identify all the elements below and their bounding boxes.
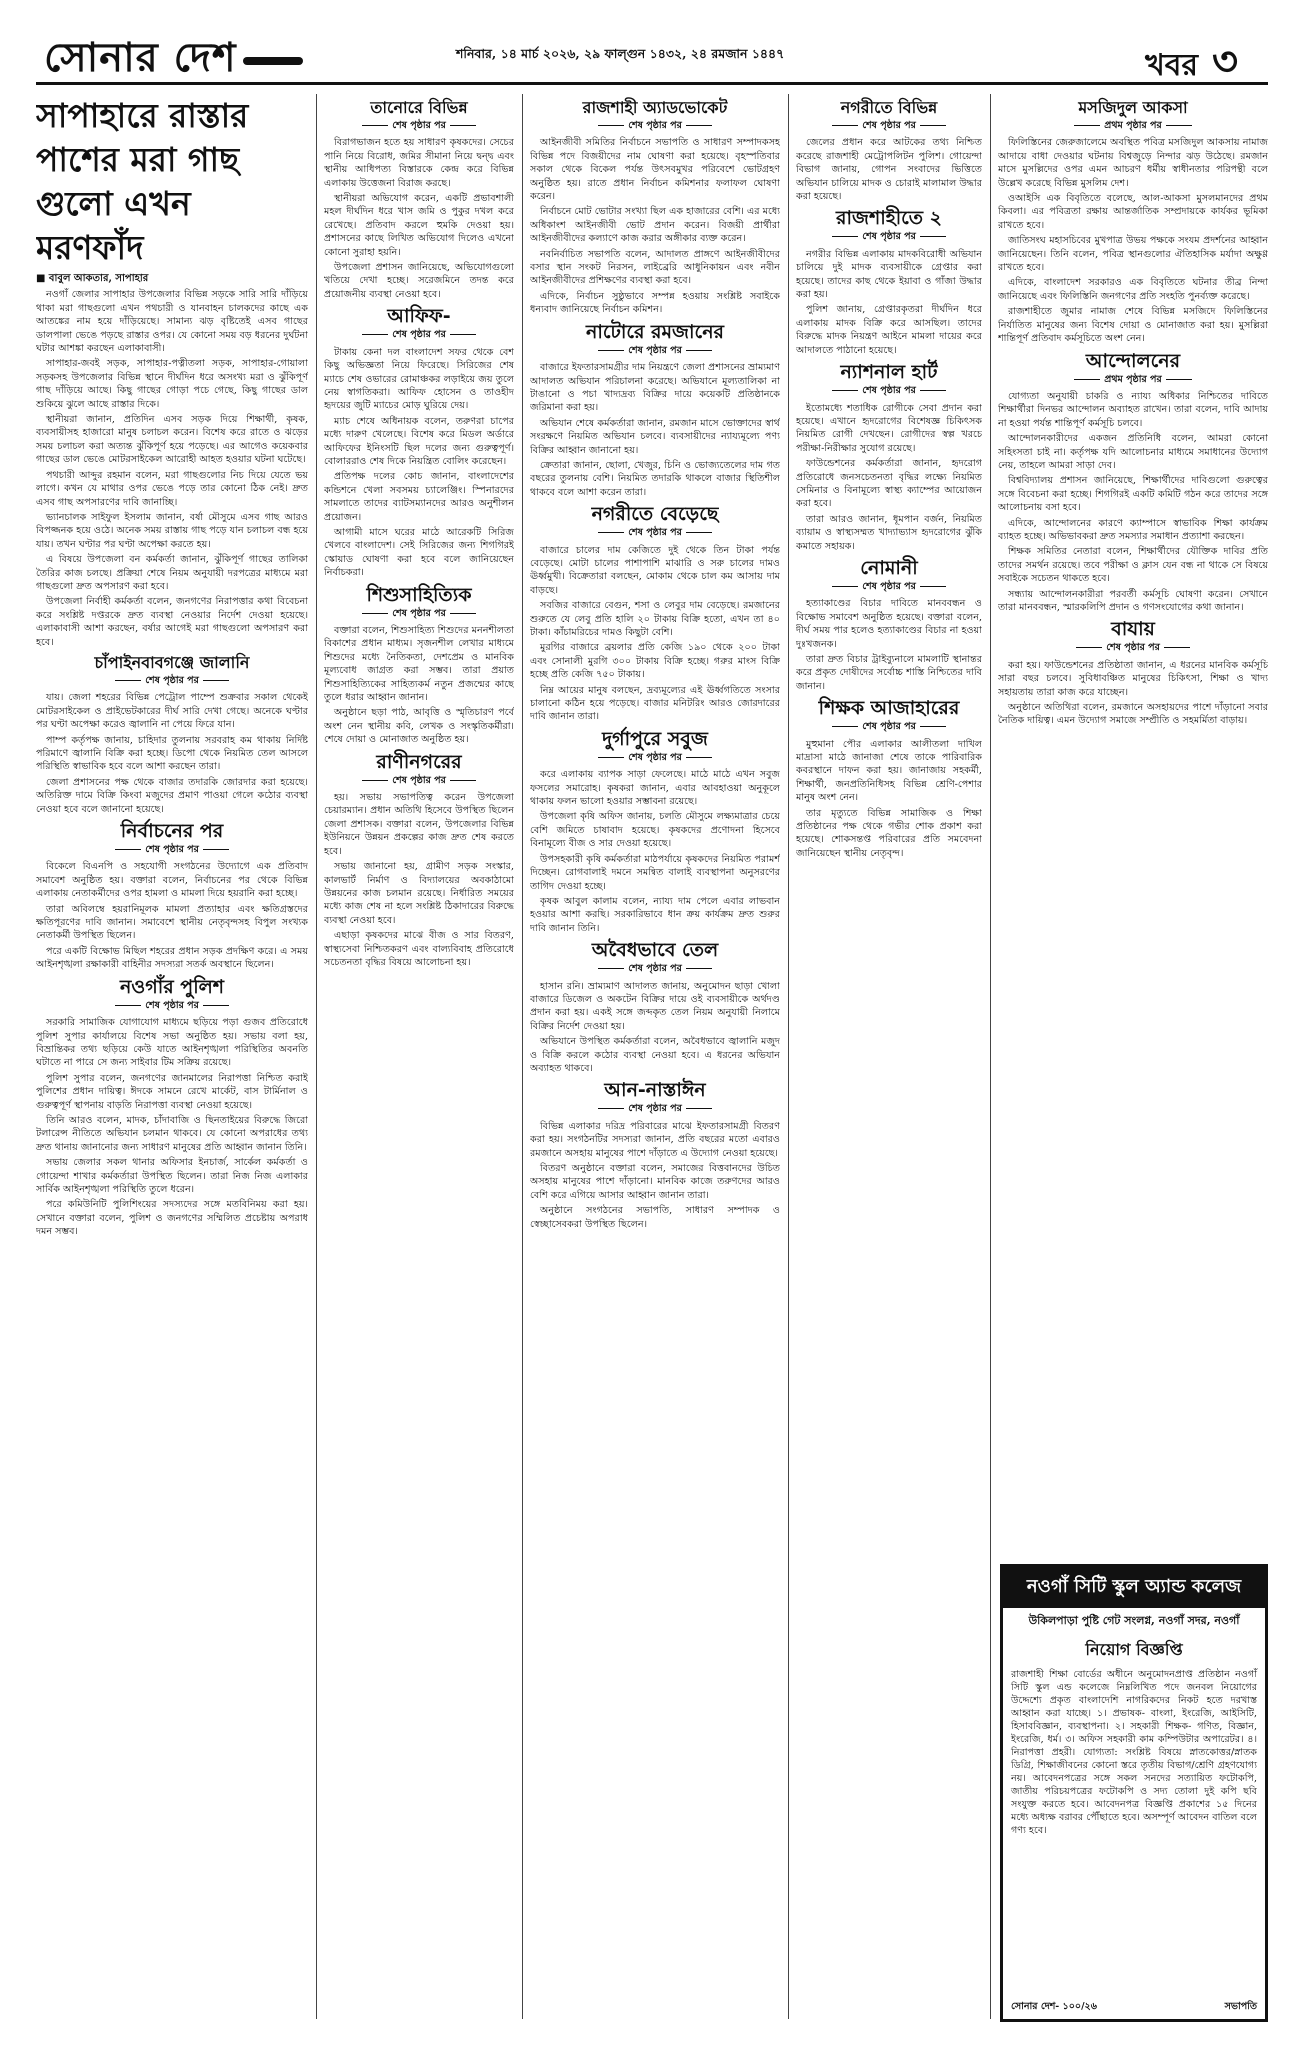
paragraph: ইতোমধ্যে শতাধিক রোগীকে সেবা প্রদান করা হয়েছে। এখানে হৃদরোগের বিশেষজ্ঞ চিকিৎসক নিয়মিত রোগী দেখছেন। রোগীদের স্বল্প খরচে পরীক্ষা-নিরীক্ষার সুযোগ রয়েছে।	[796, 402, 982, 454]
paragraph: তারা অবিলম্বে হয়রানিমূলক মামলা প্রত্যাহার এবং ক্ষতিগ্রস্তদের ক্ষতিপূরণের দাবি জানান। সমাবেশে স্থানীয় নেতৃবৃন্দসহ বিপুল সংখ্যক নেতাকর্মী উপস্থিত ছিলেন।	[36, 903, 308, 942]
paragraph: পাম্প কর্তৃপক্ষ জানায়, চাহিদার তুলনায় সরবরাহ কম থাকায় নির্দিষ্ট পরিমাণে জ্বালানি বিক্রি করা হচ্ছে। ডিপো থেকে নিয়মিত তেল আসলে পরিস্থিতি স্বাভাবিক হবে বলে আশা করছেন তারা।	[36, 734, 308, 773]
chapai-headline: চাঁপাইনবাবগঞ্জে জালানি	[94, 652, 250, 672]
paragraph: নগরীর বিভিন্ন এলাকায় মাদকবিরোধী অভিযান চালিয়ে দুই মাদক ব্যবসায়ীকে গ্রেপ্তার করা হয়েছে। তাদের কাছ থেকে ইয়াবা ও গাঁজা উদ্ধার করা হয়।	[796, 248, 982, 301]
paragraph: উপসহকারী কৃষি কর্মকর্তারা মাঠপর্যায়ে কৃষকদের নিয়মিত পরামর্শ দিচ্ছেন। রোগবালাই দমনে সমন্বিত বালাই ব্যবস্থাপনা অনুসরণের তাগিদ দেওয়া হচ্ছে।	[530, 853, 780, 892]
paragraph: বিভিন্ন এলাকার দরিদ্র পরিবারের মাঝে ইফতারসামগ্রী বিতরণ করা হয়। সংগঠনটির সদস্যরা জানান, প্রতি বছরের মতো এবারও রমজানে অসহায় মানুষের পাশে দাঁড়াতে এ উদ্যোগ নেওয়া হয়েছে।	[530, 1120, 780, 1159]
bayay-headline: বাযায়	[1111, 618, 1155, 641]
paragraph: সন্ধ্যায় আন্দোলনকারীরা পরবর্তী কর্মসূচি ঘোষণা করেন। সেখানে তারা মানববন্ধন, স্মারকলিপি প্রদান ও গণসংযোগের কথা জানান।	[998, 588, 1268, 613]
column-1	[36, 94, 308, 2019]
lead-headline: সাপাহারে রাস্তার পাশের মরা গাছ গুলো এখন মরণফাঁদ	[36, 96, 249, 267]
nomani-body	[796, 597, 982, 693]
paragraph: জাতিসংঘ মহাসচিবের মুখপাত্র উভয় পক্ষকে সংযম প্রদর্শনের আহ্বান জানিয়েছেন। তিনি বলেন, পবিত্র স্থানগুলোর ঐতিহাসিক মর্যাদা অক্ষুণ্ণ রাখতে হবে।	[998, 235, 1268, 274]
paragraph: কৃষক আবুল কালাম বলেন, ন্যায্য দাম পেলে এবার লাভবান হওয়ার আশা করছি। সরকারিভাবে ধান ক্রয় কার্যক্রম দ্রুত শুরুর দাবি জানান তিনি।	[530, 895, 780, 934]
paragraph: করা হয়। ফাউন্ডেশনের প্রতিষ্ঠাতা জানান, এ ধরনের মানবিক কর্মসূচি সারা বছর চলবে। সুবিধাবঞ্চিত মানুষের চিকিৎসা, শিক্ষা ও খাদ্য সহায়তায় তারা কাজ করে যাচ্ছেন।	[998, 659, 1268, 698]
heart-headline: ন্যাশনাল হার্ট	[840, 361, 938, 384]
paragraph: উপজেলা নির্বাহী কর্মকর্তা বলেন, জনগণের নিরাপত্তার কথা বিবেচনা করে সংশ্লিষ্ট দপ্তরকে দ্রুত ব্যবস্থা নেওয়ার নির্দেশ দেওয়া হয়েছে। এলাকাবাসী আশা করছেন, বর্ষার আগেই মরা গাছগুলো অপসারণ করা হবে।	[36, 596, 308, 648]
paragraph: ফাউন্ডেশনের কর্মকর্তারা জানান, হৃদরোগ প্রতিরোধে জনসচেতনতা বৃদ্ধির লক্ষ্যে নিয়মিত সেমিনার ও বিনামূল্যে স্বাস্থ্য ক্যাম্পের আয়োজন করা হবে।	[796, 458, 982, 510]
paragraph: তার মৃত্যুতে বিভিন্ন সামাজিক ও শিক্ষা প্রতিষ্ঠানের পক্ষ থেকে গভীর শোক প্রকাশ করা হয়েছে। শোকসন্তপ্ত পরিবারের প্রতি সমবেদনা জানিয়েছেন স্থানীয় নেতৃবৃন্দ।	[796, 807, 982, 859]
rajshahi2-continued: শেষ পৃষ্ঠার পর	[796, 230, 982, 243]
tanore-body	[324, 136, 514, 301]
paragraph: হত্যাকাণ্ডের বিচার দাবিতে মানববন্ধন ও বিক্ষোভ সমাবেশ অনুষ্ঠিত হয়েছে। বক্তারা বলেন, দীর্ঘ সময় পার হলেও হত্যাকাণ্ডের বিচার না হওয়া দুঃখজনক।	[796, 598, 982, 650]
paragraph: সরকারি সামাজিক যোগাযোগ মাধ্যমে ছড়িয়ে পড়া গুজব প্রতিরোধে পুলিশ সুপার কার্যালয়ে বিশেষ সভা অনুষ্ঠিত হয়। সভায় বলা হয়, বিভ্রান্তিকর তথ্য ছড়িয়ে কেউ যাতে আইনশৃঙ্খলা পরিস্থিতির অবনতি ঘটাতে না পারে সে জন্য সাইবার টিম সক্রিয় রয়েছে।	[36, 1017, 308, 1069]
paragraph: করে এলাকায় ব্যাপক সাড়া ফেলেছে। মাঠে মাঠে এখন সবুজ ফসলের সমারোহ। কৃষকরা জানান, এবার আবহাওয়া অনুকূলে থাকায় ফলন ভালো হওয়ার সম্ভাবনা রয়েছে।	[530, 769, 780, 808]
masjid-headline: মসজিদুল আকসা	[1078, 98, 1188, 117]
raninagar-body	[324, 791, 514, 969]
paragraph: পুলিশ জানায়, গ্রেপ্তারকৃতরা দীর্ঘদিন ধরে এলাকায় মাদক বিক্রি করে আসছিল। তাদের বিরুদ্ধে মাদক নিয়ন্ত্রণ আইনে মামলা দায়ের করে আদালতে পাঠানো হয়েছে।	[796, 304, 982, 356]
column-rule	[990, 94, 991, 2019]
paragraph: অভিযান শেষে কর্মকর্তারা জানান, রমজান মাসে ভোক্তাদের স্বার্থ সংরক্ষণে নিয়মিত অভিযান চলবে। ব্যবসায়ীদের ন্যায্যমূল্যে পণ্য বিক্রির আহ্বান জানানো হয়।	[530, 417, 780, 456]
police-body	[36, 1016, 308, 1239]
paragraph: অনুষ্ঠানে অতিথিরা বলেন, রমজানে অসহায়দের পাশে দাঁড়ানো সবার নৈতিক দায়িত্ব। এমন উদ্যোগ সমাজে সম্প্রীতি ও সহমর্মিতা বাড়ায়।	[998, 702, 1268, 727]
recruitment-ad	[1000, 1564, 1268, 2022]
annastain-headline: আন-নাস্তাঈন	[604, 1079, 706, 1102]
column-2	[324, 94, 514, 2019]
masthead-logo: সোনার দেশ	[44, 26, 303, 93]
election-continued: শেষ পৃষ্ঠার পর	[36, 843, 308, 856]
column-3	[530, 94, 780, 2019]
paragraph: প্রতিপক্ষ দলের কোচ জানান, বাংলাদেশের কন্ডিশনে খেলা সবসময় চ্যালেঞ্জিং। স্পিনারদের সামলাতে তাদের ব্যাটসম্যানদের আরও অনুশীলন প্রয়োজন।	[324, 471, 514, 523]
paragraph: এ বিষয়ে উপজেলা বন কর্মকর্তা জানান, ঝুঁকিপূর্ণ গাছের তালিকা তৈরির কাজ চলছে। প্রক্রিয়া শেষে নিয়ম অনুযায়ী দরপত্রের মাধ্যমে মরা গাছগুলো দ্রুত অপসারণ করা হবে।	[36, 554, 308, 592]
paragraph: ফিলিস্তিনের জেরুজালেমে অবস্থিত পবিত্র মসজিদুল আকসায় নামাজ আদায়ে বাধা দেওয়ার ঘটনায় বিশ্বজুড়ে নিন্দার ঝড় উঠেছে। রমজান মাসে মুসল্লিদের ওপর এমন আচরণ ধর্মীয় স্বাধীনতার পরিপন্থী বলে উল্লেখ করেছে বিভিন্ন মুসলিম দেশ।	[998, 137, 1268, 189]
election-body	[36, 860, 308, 971]
ad-footer	[1011, 2000, 1257, 2015]
ad-signer: সভাপতি	[1224, 2001, 1257, 2012]
paragraph: উপজেলা প্রশাসন জানিয়েছে, অভিযোগগুলো খতিয়ে দেখা হচ্ছে। সরেজমিনে তদন্ত করে প্রয়োজনীয় ব্যবস্থা নেওয়া হবে।	[324, 262, 514, 300]
vibhinna-headline: নগরীতে বিভিন্ন	[840, 98, 938, 117]
paragraph: বিকেলে বিএনপি ও সহযোগী সংগঠনের উদ্যোগে এক প্রতিবাদ সমাবেশ অনুষ্ঠিত হয়। বক্তারা বলেন, নির্বাচনের পর থেকে বিভিন্ন এলাকায় নেতাকর্মীদের ওপর হামলা ও মামলা দিয়ে হয়রানি করা হচ্ছে।	[36, 861, 308, 900]
ad-code: সোনার দেশ- ১০০/২৬	[1011, 2001, 1097, 2012]
paragraph: আন্দোলনকারীদের একজন প্রতিনিধি বলেন, আমরা কোনো সহিংসতা চাই না। কর্তৃপক্ষ যদি আলোচনার মাধ্যমে সমাধানের উদ্যোগ নেয়, তাহলে আমরা সাড়া দেব।	[998, 433, 1268, 471]
paragraph: সভায় জেলার সকল থানার অফিসার ইনচার্জ, সার্কেল কর্মকর্তা ও গোয়েন্দা শাখার কর্মকর্তারা উপস্থিত ছিলেন। তারা নিজ নিজ এলাকার সার্বিক আইনশৃঙ্খলা পরিস্থিতি তুলে ধরেন।	[36, 1157, 308, 1195]
police-headline: নওগাঁর পুলিশ	[119, 975, 225, 998]
rajshahi2-headline: রাজশাহীতে ২	[836, 207, 942, 230]
column-rule	[522, 94, 523, 2019]
paragraph: পুলিশ সুপার বলেন, জনগণের জানমালের নিরাপত্তা নিশ্চিত করাই পুলিশের প্রধান দায়িত্ব। ঈদকে সামনে রেখে মার্কেট, বাস টার্মিনাল ও গুরুত্বপূর্ণ স্থাপনায় বাড়তি নিরাপত্তা ব্যবস্থা নেওয়া হয়েছে।	[36, 1072, 308, 1111]
paragraph: ক্রেতারা জানান, ছোলা, খেজুর, চিনি ও ভোজ্যতেলের দাম গত বছরের তুলনায় বেশি। নিয়মিত তদারকি থাকলে বাজার স্থিতিশীল থাকবে বলে আশা করেন তারা।	[530, 459, 780, 498]
masjid-continued: প্রথম পৃষ্ঠার পর	[998, 119, 1268, 132]
shikkhok-headline: শিক্ষক আজাহারের	[818, 697, 960, 720]
newspaper-page	[36, 24, 1268, 2024]
shishu-continued: শেষ পৃষ্ঠার পর	[324, 607, 514, 620]
paragraph: ভ্যানচালক সাইফুল ইসলাম জানান, বর্ষা মৌসুমে এসব গাছ আরও বিপজ্জনক হয়ে ওঠে। অনেক সময় রাস্তায় গাছ পড়ে যান চলাচল বন্ধ হয়ে যায়। তখন ঘণ্টার পর ঘণ্টা অপেক্ষা করতে হয়।	[36, 511, 308, 550]
nagari-headline: নগরীতে বেড়েছে	[591, 503, 719, 526]
vibhinna-continued: শেষ পৃষ্ঠার পর	[796, 119, 982, 132]
column-5	[998, 94, 1268, 1554]
ad-address: উকিলপাড়া পুষ্টি গেট সংলগ্ন, নওগাঁ সদর, নওগাঁ	[1028, 1614, 1240, 1627]
paragraph: মুরগির বাজারে ব্রয়লার প্রতি কেজি ১৯০ থেকে ২০০ টাকা এবং সোনালী মুরগি ৩০০ টাকায় বিক্রি হচ্ছে। গরুর মাংস বিক্রি হচ্ছে প্রতি কেজি ৭৫০ টাকায়।	[530, 642, 780, 681]
police-continued: শেষ পৃষ্ঠার পর	[36, 999, 308, 1012]
shikkhok-body	[796, 738, 982, 861]
column-rule	[788, 94, 789, 2019]
paragraph: নির্বাচনে মোট ভোটার সংখ্যা ছিল এক হাজারের বেশি। এর মধ্যে অধিকাংশ আইনজীবী ভোট প্রদান করেন। বিজয়ী প্রার্থীরা আইনজীবীদের কল্যাণে কাজ করার অঙ্গীকার ব্যক্ত করেন।	[530, 206, 780, 245]
paragraph: বাজারে চালের দাম কেজিতে দুই থেকে তিন টাকা পর্যন্ত বেড়েছে। মোটা চালের পাশাপাশি মাঝারি ও সরু চালের দামও ঊর্ধ্বমুখী। বিক্রেতারা বলছেন, মোকাম থেকে চাল কম আসায় দাম বাড়ছে।	[530, 544, 780, 596]
vibhinna-body	[796, 136, 982, 203]
paragraph: যায়। জেলা শহরের বিভিন্ন পেট্রোল পাম্পে শুক্রবার সকাল থেকেই মোটরসাইকেল ও প্রাইভেটকারের দীর্ঘ সারি দেখা গেছে। অনেকে ঘণ্টার পর ঘণ্টা অপেক্ষা করেও জ্বালানি না পেয়ে ফিরে যান।	[36, 692, 308, 731]
natore-continued: শেষ পৃষ্ঠার পর	[530, 344, 780, 357]
shishu-body	[324, 624, 514, 747]
paragraph: আইনজীবী সমিতির নির্বাচনে সভাপতি ও সাধারণ সম্পাদকসহ বিভিন্ন পদে বিজয়ীদের নাম ঘোষণা করা হয়েছে। বৃহস্পতিবার সকাল থেকে বিকেল পর্যন্ত উৎসবমুখর পরিবেশে ভোটগ্রহণ অনুষ্ঠিত হয়। রাতে প্রধান নির্বাচন কমিশনার ফলাফল ঘোষণা করেন।	[530, 137, 780, 203]
paragraph: জেলা প্রশাসনের পক্ষ থেকে বাজার তদারকি জোরদার করা হয়েছে। অতিরিক্ত দামে বিক্রি কিংবা মজুদের প্রমাণ পাওয়া গেলে কঠোর ব্যবস্থা নেওয়া হবে বলে জানানো হয়েছে।	[36, 776, 308, 815]
paragraph: পরে একটি বিক্ষোভ মিছিল শহরের প্রধান সড়ক প্রদক্ষিণ করে। এ সময় আইনশৃঙ্খলা রক্ষাকারী বাহিনীর সদস্যরা সতর্ক অবস্থানে ছিলেন।	[36, 945, 308, 971]
paragraph: অনুষ্ঠানে ছড়া পাঠ, আবৃত্তি ও স্মৃতিচারণ পর্বে অংশ নেন স্থানীয় কবি, লেখক ও সংস্কৃতিকর্মীরা। শেষে দোয়া ও মোনাজাত অনুষ্ঠিত হয়।	[324, 707, 514, 746]
ad-subtitle: নিয়োগ বিজ্ঞপ্তি	[1085, 1640, 1183, 1659]
ad-title: নওগাঁ সিটি স্কুল অ্যান্ড কলেজ	[1003, 1567, 1265, 1608]
raninagar-continued: শেষ পৃষ্ঠার পর	[324, 774, 514, 787]
paragraph: তিনি আরও বলেন, মাদক, চাঁদাবাজি ও ছিনতাইয়ের বিরুদ্ধে জিরো টলারেন্স নীতিতে অভিযান চলমান থাকবে। যে কোনো অপরাধের তথ্য দ্রুত থানায় জানানোর জন্য সাধারণ মানুষের প্রতি আহ্বান জানান তিনি।	[36, 1114, 308, 1153]
paragraph: সাপাহার-জবই সড়ক, সাপাহার-পত্নীতলা সড়ক, সাপাহার-গোয়ালা সড়কসহ উপজেলার বিভিন্ন স্থানে দীর্ঘদিন ধরে অসংখ্য মরা ও ঝুঁকিপূর্ণ গাছ দাঁড়িয়ে আছে। কিছু গাছের গোড়া পচে গেছে, কিছু গাছের ডাল শুকিয়ে ঝুলে আছে রাস্তার দিকে।	[36, 358, 308, 410]
tanore-continued: শেষ পৃষ্ঠার পর	[324, 119, 514, 132]
paragraph: পথচারী আব্দুর রহমান বলেন, মরা গাছগুলোর নিচ দিয়ে যেতে ভয় লাগে। কখন যে মাথার ওপর ভেঙে পড়ে তার কোনো ঠিক নেই। দ্রুত এসব গাছ অপসারণের দাবি জানাচ্ছি।	[36, 469, 308, 508]
paragraph: এছাড়া কৃষকদের মাঝে বীজ ও সার বিতরণ, স্বাস্থ্যসেবা নিশ্চিতকরণ এবং বাল্যবিবাহ প্রতিরোধে সচেতনতা বৃদ্ধির বিষয়ে আলোচনা হয়।	[324, 930, 514, 968]
section-label: খবর ৩	[1145, 30, 1238, 97]
rajshahi2-body	[796, 248, 982, 357]
durgapur-continued: শেষ পৃষ্ঠার পর	[530, 751, 780, 764]
afif-body	[324, 346, 514, 580]
paragraph: উপজেলা কৃষি অফিস জানায়, চলতি মৌসুমে লক্ষ্যমাত্রার চেয়ে বেশি জমিতে চাষাবাদ হয়েছে। কৃষকদের প্রণোদনা হিসেবে বিনামূল্যে বীজ ও সার দেওয়া হয়েছে।	[530, 811, 780, 850]
column-rule	[316, 94, 317, 2019]
paragraph: আগামী মাসে ঘরের মাঠে আরেকটি সিরিজ খেলবে বাংলাদেশ। সেই সিরিজের জন্য শিগগিরই স্কোয়াড ঘোষণা করা হবে বলে জানিয়েছেন নির্বাচকরা।	[324, 526, 514, 579]
advocate-body	[530, 136, 780, 316]
natore-headline: নাটোরে রমজানের	[586, 320, 724, 343]
paragraph: এদিকে, নির্বাচন সুষ্ঠুভাবে সম্পন্ন হওয়ায় সংশ্লিষ্ট সবাইকে ধন্যবাদ জানিয়েছে নির্বাচন কমিশন।	[530, 290, 780, 316]
election-headline: নির্বাচনের পর	[120, 820, 224, 843]
paragraph: জেলের প্রধান করে আটকের তথ্য নিশ্চিত করেছে রাজশাহী মেট্রোপলিটন পুলিশ। গোয়েন্দা বিভাগ জানায়, গোপন সংবাদের ভিত্তিতে অভিযান চালিয়ে মাদক ও চোরাই মালামাল উদ্ধার করা হয়েছে।	[796, 137, 982, 203]
paragraph: সভায় জানানো হয়, গ্রামীণ সড়ক সংস্কার, কালভার্ট নির্মাণ ও বিদ্যালয়ের অবকাঠামো উন্নয়নের কাজ চলমান রয়েছে। নির্ধারিত সময়ের মধ্যে কাজ শেষ না হলে সংশ্লিষ্ট ঠিকাদারের বিরুদ্ধে ব্যবস্থা নেওয়া হবে।	[324, 861, 514, 926]
durgapur-body	[530, 768, 780, 935]
afif-continued: শেষ পৃষ্ঠার পর	[324, 328, 514, 341]
paragraph: তারা আরও জানান, ধূমপান বর্জন, নিয়মিত ব্যায়াম ও স্বাস্থ্যসম্মত খাদ্যাভ্যাস হৃদরোগের ঝুঁকি কমাতে সহায়ক।	[796, 513, 982, 552]
paragraph: টাকায় কেনা দল বাংলাদেশ সফর থেকে বেশ কিছু অভিজ্ঞতা নিয়ে ফিরেছে। সিরিজের শেষ ম্যাচে শেষ ওভারের রোমাঞ্চকর লড়াইয়ে জয় তুলে নেয় স্বাগতিকরা। আফিফ হোসেন ও তাওহীদ হৃদয়ের জুটি ম্যাচের মোড় ঘুরিয়ে দেয়।	[324, 346, 514, 412]
paragraph: এদিকে, বাংলাদেশ সরকারও এক বিবৃতিতে ঘটনার তীব্র নিন্দা জানিয়েছে এবং ফিলিস্তিনি জনগণের প্রতি সংহতি পুনর্ব্যক্ত করেছে।	[998, 277, 1268, 302]
paragraph: বিতরণ অনুষ্ঠানে বক্তারা বলেন, সমাজের বিত্তবানদের উচিত অসহায় মানুষের পাশে দাঁড়ানো। মানবিক কাজে তরুণদের আরও বেশি করে এগিয়ে আসার আহ্বান জানান তারা।	[530, 1163, 780, 1201]
paragraph: ম্যাচ শেষে অধিনায়ক বলেন, তরুণরা চাপের মধ্যে দারুণ খেলেছে। বিশেষ করে মিডল অর্ডারে আফিফের ইনিংসটি ছিল দলের জন্য গুরুত্বপূর্ণ। বোলাররাও শেষ দিকে নিয়ন্ত্রিত বোলিং করেছেন।	[324, 415, 514, 467]
nomani-headline: নোমানী	[860, 556, 918, 579]
paragraph: বাজারে ইফতারসামগ্রীর দাম নিয়ন্ত্রণে জেলা প্রশাসনের ভ্রাম্যমাণ আদালত অভিযান পরিচালনা করেছে। অভিযানে মূল্যতালিকা না টাঙানো ও পচা খাদ্যদ্রব্য বিক্রির দায়ে কয়েকটি প্রতিষ্ঠানকে জরিমানা করা হয়।	[530, 362, 780, 414]
page-number: ৩	[1211, 38, 1238, 85]
masjid-body	[998, 136, 1268, 345]
heart-continued: শেষ পৃষ্ঠার পর	[796, 384, 982, 397]
andolon-body	[998, 390, 1268, 615]
oil-continued: শেষ পৃষ্ঠার পর	[530, 962, 780, 975]
paragraph: পরে কমিউনিটি পুলিশিংয়ের সদস্যদের সঙ্গে মতবিনিময় করা হয়। সেখানে বক্তারা বলেন, পুলিশ ও জনগণের সম্মিলিত প্রচেষ্টায় অপরাধ দমন সম্ভব।	[36, 1199, 308, 1238]
paragraph: ওআইসি এক বিবৃতিতে বলেছে, আল-আকসা মুসলমানদের প্রথম কিবলা। এর পবিত্রতা রক্ষায় আন্তর্জাতিক সম্প্রদায়কে কার্যকর ভূমিকা রাখতে হবে।	[998, 193, 1268, 231]
chapai-continued: শেষ পৃষ্ঠার পর	[36, 674, 308, 687]
afif-headline: আফিফ-	[387, 305, 451, 328]
chapai-body	[36, 691, 308, 816]
raninagar-headline: রাণীনগরের	[376, 750, 462, 773]
lead-body	[36, 288, 308, 649]
shikkhok-continued: শেষ পৃষ্ঠার পর	[796, 720, 982, 733]
heart-body	[796, 402, 982, 553]
bayay-continued: শেষ পৃষ্ঠার পর	[998, 641, 1268, 654]
column-4	[796, 94, 982, 2019]
advocate-continued: শেষ পৃষ্ঠার পর	[530, 119, 780, 132]
masthead-date: শনিবার, ১৪ মার্চ ২০২৬, ২৯ ফাল্গুন ১৪৩২, ২৪ রমজান ১৪৪৭	[456, 46, 785, 61]
masthead	[36, 24, 1268, 85]
advocate-headline: রাজশাহী অ্যাডভোকেট	[582, 98, 728, 117]
paragraph: বিরাগভাজন হতে হয় সাধারণ কৃষকদের। সেচের পানি নিয়ে বিরোধ, জমির সীমানা নিয়ে দ্বন্দ্ব এবং স্থানীয় আধিপত্য বিস্তারকে কেন্দ্র করে বিভিন্ন এলাকায় উত্তেজনা বিরাজ করছে।	[324, 137, 514, 189]
paragraph: নিম্ন আয়ের মানুষ বলছেন, দ্রব্যমূল্যের এই ঊর্ধ্বগতিতে সংসার চালানো কঠিন হয়ে পড়েছে। বাজার মনিটরিং আরও জোরদারের দাবি জানান তারা।	[530, 684, 780, 723]
bayay-body	[998, 659, 1268, 728]
lead-byline: ■ বাবুল আকতার, সাপাহার	[36, 273, 149, 284]
andolon-headline: আন্দোলনের	[1085, 349, 1181, 372]
nomani-continued: শেষ পৃষ্ঠার পর	[796, 580, 982, 593]
paragraph: মুহুমানা পৌর এলাকার আলীতলা দাখিল মাদ্রাসা মাঠে জানাজা শেষে তাকে পারিবারিক কবরস্থানে দাফন করা হয়। জানাজায় সহকর্মী, শিক্ষার্থী, জনপ্রতিনিধিসহ বিভিন্ন শ্রেণি-পেশার মানুষ অংশ নেন।	[796, 738, 982, 804]
nagari-body	[530, 544, 780, 724]
paragraph: স্থানীয়রা অভিযোগ করেন, একটি প্রভাবশালী মহল দীর্ঘদিন ধরে খাস জমি ও পুকুর দখল করে রেখেছে। প্রতিবাদ করলে হুমকি দেওয়া হয়। প্রশাসনের কাছে লিখিত অভিযোগ দিলেও এখনো কোনো সুরাহা হয়নি।	[324, 193, 514, 258]
nagari-continued: শেষ পৃষ্ঠার পর	[530, 526, 780, 539]
annastain-continued: শেষ পৃষ্ঠার পর	[530, 1102, 780, 1115]
durgapur-headline: দুর্গাপুরে সবুজ	[602, 727, 708, 750]
annastain-body	[530, 1120, 780, 1231]
paragraph: হয়। সভায় সভাপতিত্ব করেন উপজেলা চেয়ারম্যান। প্রধান অতিথি হিসেবে উপস্থিত ছিলেন জেলা প্রশাসক। বক্তারা বলেন, উপজেলার বিভিন্ন ইউনিয়নে উন্নয়ন প্রকল্পের কাজ দ্রুত শেষ করতে হবে।	[324, 792, 514, 857]
paragraph: নওগাঁ জেলার সাপাহার উপজেলার বিভিন্ন সড়কে সারি সারি দাঁড়িয়ে থাকা মরা গাছগুলো এখন পথচারী ও যানবাহন চালকদের কাছে এক আতঙ্কের নাম হয়ে দাঁড়িয়েছে। সামান্য ঝড় বৃষ্টিতেই এসব গাছের ডালপালা ভেঙে পড়ছে রাস্তার ওপর। যে কোনো সময় বড় ধরনের দুর্ঘটনা ঘটার আশঙ্কা করছেন এলাকাবাসী।	[36, 289, 308, 355]
paragraph: শিক্ষক সমিতির নেতারা বলেন, শিক্ষার্থীদের যৌক্তিক দাবির প্রতি তাদের সমর্থন রয়েছে। তবে পরীক্ষা ও ক্লাস যেন বন্ধ না থাকে সে বিষয়ে সবাইকে সচেতন থাকতে হবে।	[998, 546, 1268, 585]
andolon-continued: প্রথম পৃষ্ঠার পর	[998, 373, 1268, 386]
paragraph: তারা দ্রুত বিচার ট্রাইব্যুনালে মামলাটি স্থানান্তর করে প্রকৃত দোষীদের সর্বোচ্চ শাস্তি নিশ্চিতের দাবি জানান।	[796, 654, 982, 692]
paragraph: অনুষ্ঠানে সংগঠনের সভাপতি, সাধারণ সম্পাদক ও স্বেচ্ছাসেবকরা উপস্থিত ছিলেন।	[530, 1205, 780, 1230]
paragraph: অভিযানে উপস্থিত কর্মকর্তারা বলেন, অবৈধভাবে জ্বালানি মজুদ ও বিক্রি করলে কঠোর ব্যবস্থা নেওয়া হবে। এ ধরনের অভিযান অব্যাহত থাকবে।	[530, 1036, 780, 1074]
oil-headline: অবৈধভাবে তেল	[591, 939, 719, 962]
paragraph: নবনির্বাচিত সভাপতি বলেন, আদালত প্রাঙ্গণে আইনজীবীদের বসার স্থান সংকট নিরসন, লাইব্রেরি আধুনিকায়ন এবং নবীন আইনজীবীদের প্রশিক্ষণের ব্যবস্থা করা হবে।	[530, 248, 780, 287]
paragraph: হাসান রনি। ভ্রাম্যমাণ আদালত জানায়, অনুমোদন ছাড়া খোলা বাজারে ডিজেল ও অকটেন বিক্রির দায়ে ওই ব্যবসায়ীকে অর্থদণ্ড প্রদান করা হয়। একই সঙ্গে জব্দকৃত তেল নিয়ম অনুযায়ী নিলামে বিক্রির নির্দেশ দেওয়া হয়।	[530, 980, 780, 1032]
paragraph: রাজশাহীতে জুমার নামাজ শেষে বিভিন্ন মসজিদে ফিলিস্তিনের নির্যাতিত মানুষের জন্য বিশেষ দোয়া ও মোনাজাত করা হয়। মুসল্লিরা শান্তিপূর্ণ প্রতিবাদ কর্মসূচিতে অংশ নেন।	[998, 306, 1268, 345]
paragraph: এদিকে, আন্দোলনের কারণে ক্যাম্পাসে স্বাভাবিক শিক্ষা কার্যক্রম ব্যাহত হচ্ছে। অভিভাবকরা দ্রুত সমস্যার সমাধান প্রত্যাশা করছেন।	[998, 517, 1268, 542]
paragraph: যোগ্যতা অনুযায়ী চাকরি ও ন্যায্য অধিকার নিশ্চিতের দাবিতে শিক্ষার্থীরা দিনভর আন্দোলন অব্যাহত রাখেন। তারা বলেন, দাবি আদায় না হওয়া পর্যন্ত শান্তিপূর্ণ কর্মসূচি চলবে।	[998, 390, 1268, 429]
tanore-headline: তানোরে বিভিন্ন	[370, 98, 468, 117]
oil-body	[530, 980, 780, 1076]
ad-body: রাজশাহী শিক্ষা বোর্ডের অধীনে অনুমোদনপ্রাপ্ত প্রতিষ্ঠান নওগাঁ সিটি স্কুল এন্ড কলেজে নিম্নলিখিত পদে জনবল নিয়োগের উদ্দেশ্যে প্রকৃত বাংলাদেশি নাগরিকদের নিকট হতে দরখাস্ত আহ্বান করা যাচ্ছে। ১। প্রভাষক- বাংলা, ইংরেজি, আইসিটি, হিসাববিজ্ঞান, ব্যবস্থাপনা। ২। সহকারী শিক্ষক- গণিত, বিজ্ঞান, ইংরেজি, ধর্ম। ৩। অফিস সহকারী কাম কম্পিউটার অপারেটর। ৪। নিরাপত্তা প্রহরী। যোগ্যতা: সংশ্লিষ্ট বিষয়ে স্নাতকোত্তর/স্নাতক ডিগ্রি, শিক্ষাজীবনের কোনো স্তরে তৃতীয় বিভাগ/শ্রেণি গ্রহণযোগ্য নয়। আবেদনপত্রের সঙ্গে সকল সনদের সত্যায়িত ফটোকপি, জাতীয় পরিচয়পত্রের ফটোকপি ও সদ্য তোলা দুই কপি ছবি সংযুক্ত করতে হবে। আবেদনপত্র বিজ্ঞপ্তি প্রকাশের ১৫ দিনের মধ্যে অধ্যক্ষ বরাবর পৌঁছাতে হবে। অসম্পূর্ণ আবেদন বাতিল বলে গণ্য হবে।	[1011, 1669, 1257, 1836]
shishu-headline: শিশুসাহিত্যিক	[366, 583, 472, 606]
paragraph: বক্তারা বলেন, শিশুসাহিত্য শিশুদের মননশীলতা বিকাশের প্রধান মাধ্যম। সৃজনশীল লেখার মাধ্যমে শিশুদের মধ্যে নৈতিকতা, দেশপ্রেম ও মানবিক মূল্যবোধ জাগ্রত করা সম্ভব। তারা প্রয়াত শিশুসাহিত্যিকের সাহিত্যকর্ম নতুন প্রজন্মের কাছে তুলে ধরার আহ্বান জানান।	[324, 625, 514, 704]
paragraph: স্থানীয়রা জানান, প্রতিদিন এসব সড়ক দিয়ে শিক্ষার্থী, কৃষক, ব্যবসায়ীসহ হাজারো মানুষ চলাচল করেন। বিশেষ করে রাতে ও ঝড়ের সময় চলাচল করা অত্যন্ত ঝুঁকিপূর্ণ হয়ে পড়েছে। এর আগেও কয়েকবার গাছের ডাল ভেঙে মোটরসাইকেল আরোহী আহত হওয়ার ঘটনা ঘটেছে।	[36, 414, 308, 466]
natore-body	[530, 361, 780, 499]
paragraph: বিশ্ববিদ্যালয় প্রশাসন জানিয়েছে, শিক্ষার্থীদের দাবিগুলো গুরুত্বের সঙ্গে বিবেচনা করা হচ্ছে। শিগগিরই একটি কমিটি গঠন করে তাদের সঙ্গে আলোচনায় বসা হবে।	[998, 475, 1268, 514]
paragraph: সবজির বাজারে বেগুন, শসা ও লেবুর দাম বেড়েছে। রমজানের শুরুতে যে লেবু প্রতি হালি ২০ টাকায় বিক্রি হতো, এখন তা ৪০ টাকা। কাঁচামরিচের দামও কিছুটা বেশি।	[530, 600, 780, 638]
